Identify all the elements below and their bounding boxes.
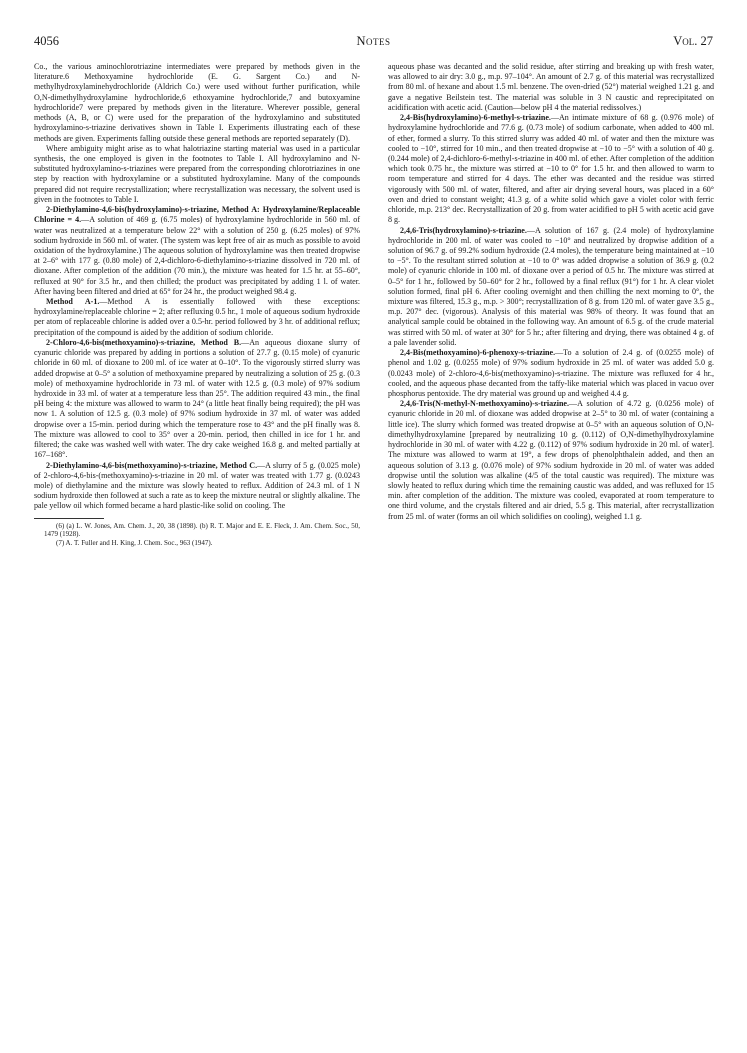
procedure-text: —An intimate mixture of 68 g. (0.976 mole) of hydroxylamine hydrochloride and 77.6 g. (0.73 mole) of sodium carbonate, when added to 400 ml. of ether, formed a slurry. To this stirred slurry was added 40 ml. of water and then the mixture was cooled to −10°, stirred for 10 min., and then treated dropwise at −10 to −5° with a solution of 40 g. (0.244 mole) of 2,4-dichloro-6-methyl-s-triazine in 400 ml. of ether. After completion of the addition which took 0.75 hr., the mixture was stirred at −10 to 0° for 1.5 hr. and then allowed to warm to room temperature and stirred for 4 days. The ether was decanted and the residue was stirred vigorously with 500 ml. of water, filtered, and after air drying several hours, was placed in a 60° oven and dried to constant weight; 41.3 g. of a white solid which gave a violet color with ferric chloride, m.p. 213° dec. Recrystallization of 20 g. from water acidified to pH 5 with acetic acid gave 8 g.	[388, 113, 714, 225]
procedure-text: —A slurry of 5 g. (0.025 mole) of 2-chloro-4,6-bis-(methoxyamino)-s-triazine in 20 ml. of water was treated with 1.77 g. (0.0243 mole) of diethylamine and the mixture was slowly heated to reflux. Addition of 24.3 ml. of 1 N sodium hydroxide then followed at such a rate as to keep the mixture neutral or slightly alkaline. The pale yellow oil which formed became a hard plastic-like solid on cooling. The	[34, 460, 360, 511]
procedure-text: —A solution of 167 g. (2.4 mole) of hydroxylamine hydrochloride in 200 ml. of water was cooled to −10° and neutralized by dropwise addition of a solution of 96.7 g. of 99.2% sodium hydroxide (2.4 moles), the temperature being maintained at −10 to −5°. To the resultant stirred solution at −10 to 0° was added dropwise a solution of 36.9 g. (0.2 mole) of cyanuric chloride in 100 ml. of dioxane over a period of 0.5 hr. The mixture was stirred at 0–5° for 1 hr., followed by 50–60° for 2 hr., followed by a final reflux (91°) for 1 hr. A clear violet solution formed, final pH 6. After cooling overnight and then chilling the next morning to 0°, the mixture was filtered, 15.3 g., m.p. > 300°; recrystallization of 8 g. from 120 ml. of water gave 3.5 g., m.p. 207° dec. (vigorous). Analysis of this material was 98% of theory. It was found that an analytical sample could be obtained in the following way. An amount of 6.5 g. of the crude material was stirred with 50 ml. of water at 30° for 5 hr.; after filtering and drying, there was obtained 4 g. of a pale lavender solid.	[388, 225, 714, 347]
procedure-text: —To a solution of 2.4 g. of (0.0255 mole) of phenol and 1.02 g. (0.0255 mole) of 97% sodium hydroxide in 25 ml. of water was added 5.0 g. (0.0243 mole) of 2-chloro-4,6-bis(methoxyamino)-s-triazine. The mixture was refluxed for 4 hr., cooled, and the aqueous phase decanted from the taffy-like material which was placed in vacuo over phosphorus pentoxide. The dry material was ground up and weighed 4.4 g.	[388, 348, 714, 398]
procedure-title: 2-Chloro-4,6-bis(methoxyamino)-s-triazine, Method B.	[46, 337, 242, 347]
right-column	[388, 62, 714, 522]
procedure-paragraph	[388, 226, 714, 349]
procedure-text: —A solution of 469 g. (6.75 moles) of hydroxylamine hydrochloride in 560 ml. of water was neutralized at a temperature below 22° with a solution of 250 g. (6.25 moles) of 97% sodium hydroxide in 560 ml. of water. (The system was kept free of air as much as possible to avoid oxidation of the hydroxylamine.) The aqueous solution of hydroxylamine was then treated dropwise at 2–6° with 177 g. (0.80 mole) of 2,4-dichloro-6-diethylamino-s-triazine dissolved in 720 ml. of dioxane. After completion of the addition (70 min.), the mixture was heated for 1.5 hr. at 55–60°, refluxed at 90° for 3.5 hr., and then chilled; the product was precipitated by adding 1 l. of water. After having been filtered and dried at 65° for 24 hr., the product weighed 98.4 g.	[34, 215, 360, 296]
procedure-paragraph	[388, 113, 714, 225]
procedure-title: 2,4-Bis(hydroxylamino)-6-methyl-s-triazine.	[400, 113, 551, 123]
page-header	[34, 34, 713, 50]
procedure-paragraph	[388, 399, 714, 522]
procedure-title: 2,4-Bis(methoxyamino)-6-phenoxy-s-triazine.	[400, 348, 556, 358]
procedure-title: 2-Diethylamino-4,6-bis(hydroxylamino)-s-triazine, Method A: Hydroxylamine/Replaceable Chlorine = 4.	[34, 205, 360, 225]
procedure-text: —An aqueous dioxane slurry of cyanuric chloride was prepared by adding in portions a solution of 27.7 g. (0.15 mole) of cyanuric chloride in 60 ml. of dioxane to 200 ml. of ice water at 0–10°. To the vigorously stirred slurry was added dropwise at 0–5° a solution of methoxyamine prepared by neutralizing a solution of 25 g. (0.3 mole) of methoxyamine hydrochloride in 73 ml. of water with 12.5 g. (0.3 mole) of 97% sodium hydroxide in 33 ml. of water at a temperature less than 25°. The addition required 43 min., the final pH being 4: the mixture was allowed to warm to 24° (a little heat finally being required); the pH was now 1. A solution of 12.5 g. (0.3 mole) of 97% sodium hydroxide in 37 ml. of water was added dropwise over a 15-min. period during which the temperature rose to 43° and the pH finally was 8. The mixture was allowed to cool to 35° over a 20-min. period, then chilled in ice for 1 hr. and filtered; the cake was washed well with water. The dry cake weighed 16.8 g. and melted partially at 167–168°.	[34, 337, 361, 460]
running-title: Notes	[356, 34, 391, 48]
procedure-paragraph	[34, 461, 360, 512]
procedure-title: 2,4,6-Tris(hydroxylamino)-s-triazine.	[400, 225, 527, 235]
paragraph: aqueous phase was decanted and the solid residue, after stirring and breaking up with fresh water, was allowed to air dry: 3.0 g., m.p. 97–104°. An amount of 2.7 g. of this material was recrystallized from 80 ml. of hexane and about 1.5 ml. benzene. The oven-dried (52°) material weighed 1.21 g. and gave a negative Beilstein test. The material was soluble in 3 N caustic and reprecipitated on acidification with acetic acid. (Caution—below pH 4 the material redissolves.)	[388, 62, 714, 112]
procedure-title: Method A-1.	[46, 297, 100, 307]
procedure-text: —Method A is essentially followed with these exceptions: hydroxylamine/replaceable chlorine = 2; after refluxing 0.5 hr., 1 mole of aqueous sodium hydroxide per atom of replaceable chlorine is added over a 0.5-hr. period followed by 3 hr. of additional reflux; precipitation of the compound is aided by the addition of sodium chloride.	[34, 297, 360, 337]
footnote: (7) A. T. Fuller and H. King, J. Chem. Soc., 963 (1947).	[56, 539, 213, 548]
procedure-title: 2-Diethylamino-4,6-bis(methoxyamino)-s-triazine, Method C.	[46, 460, 258, 470]
paragraph: Co., the various aminochlorotriazine intermediates were prepared by methods given in the literature.6 Methoxyamine hydrochloride (E. G. Sargent Co.) and N-methylhydroxylaminehydrochloride (Aldrich Co.) were used without further purification, while O,N-dimethylhydroxylamine hydrochloride,6 ethoxyamine hydrochloride,7 and butoxyamine hydrochloride7 were prepared by methods given in the literature. Wherever possible, general methods (A, B, or C) were used for the preparation of the hydroxylamino and substituted hydroxylamino-s-triazine derivatives shown in Table I. Experiments illustrating each of these methods are given. Experiments falling outside these general methods are reported separately (D).	[34, 62, 360, 143]
procedure-paragraph	[34, 297, 360, 338]
footnote: (6) (a) L. W. Jones, Am. Chem. J., 20, 38 (1898). (b) R. T. Major and E. E. Fleck, J. Am. Chem. Soc., 50, 1479 (1928).	[44, 521, 360, 539]
procedure-paragraph	[34, 338, 360, 461]
volume-label: Vol. 27	[673, 34, 713, 48]
page-number: 4056	[34, 34, 59, 48]
paragraph: Where ambiguity might arise as to what halotriazine starting material was used in a particular synthesis, the one employed is given in the footnotes to Table I. All hydroxylamino and N-substituted hydroxylamino-s-triazines were prepared from the corresponding chlorotriazines in one step by reaction with hydroxylamine or a substituted hydroxylamine. Many of the compounds prepared did not require recrystallization; where recrystallization was necessary, the solvent used is given in the footnotes to Table I.	[34, 143, 360, 204]
left-column	[34, 62, 360, 548]
procedure-text: —A solution of 4.72 g. (0.0256 mole) of cyanuric chloride in 20 ml. of dioxane was added dropwise at 2–5° to 30 ml. of water (containing a little ice). The slurry which formed was treated dropwise at 0–5° with an aqueous solution of O,N-dimethylhydroxylamine [prepared by neutralizing 10 g. (0.112) of O,N-dimethylhydroxylamine hydrochloride in 30 ml. of water with 4.22 g. (0.112) of 97% sodium hydroxide in 20 ml. of water]. The mixture was allowed to warm at 19°, a few drops of phenolphthalein added, and then an aqueous solution of 3.13 g. (0.076 mole) of 97% sodium hydroxide in 20 ml. of water was added dropwise until the solution was alkaline (4/5 of the total caustic was required). The mixture was slowly heated to reflux during which time the remaining caustic was added, and was refluxed for 15 min. after completion of the addition. The mixture was cooled, evaporated at room temperature to one third volume, and the crystals filtered and air dried, 5.5 g. This material, after recrystallization from 25 ml. of water (forms an oil which solidifies on cooling), weighed 1.1 g.	[388, 399, 714, 521]
procedure-paragraph	[388, 348, 714, 399]
footnote-rule	[34, 518, 104, 519]
procedure-title: 2,4,6-Tris(N-methyl-N-methoxyamino)-s-triazine.	[400, 399, 570, 409]
procedure-paragraph	[34, 205, 360, 297]
